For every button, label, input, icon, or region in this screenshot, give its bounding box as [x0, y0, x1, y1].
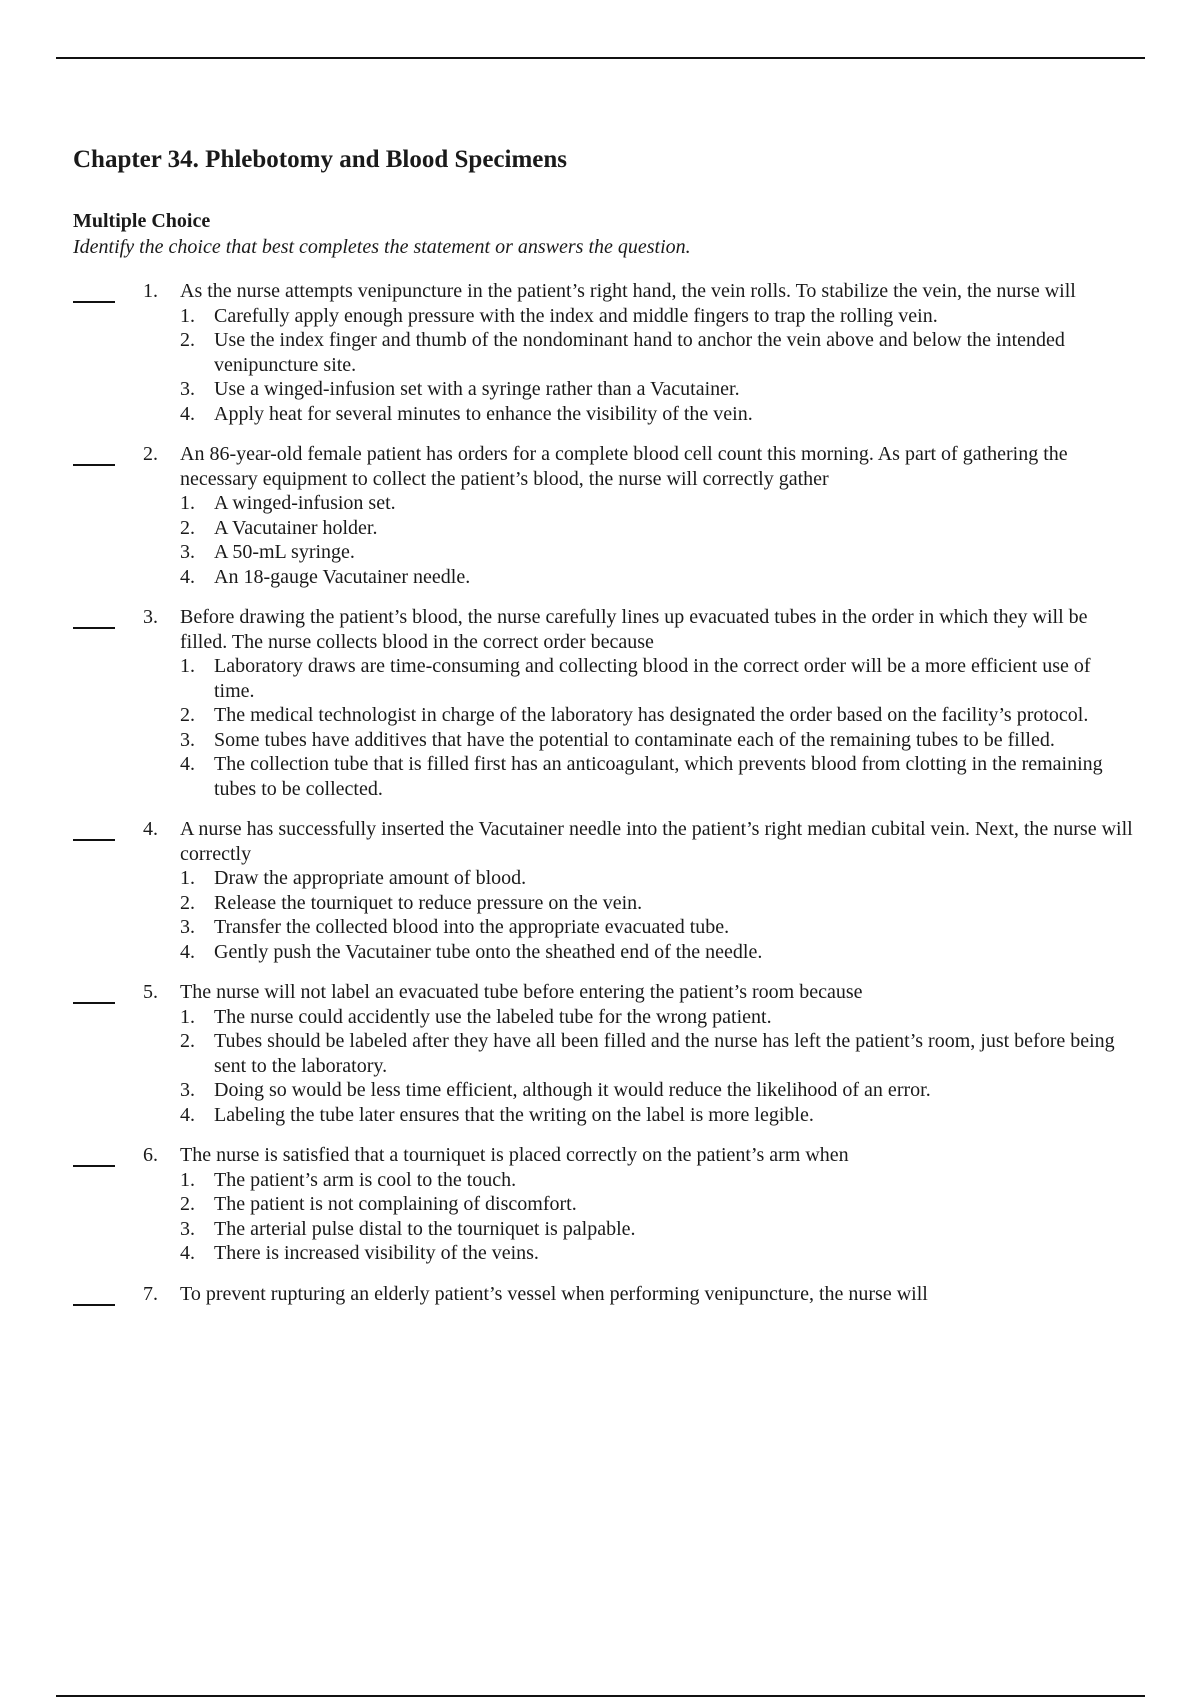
answer-blank [73, 1304, 115, 1306]
choice-text: Some tubes have additives that have the potential to contaminate each of the remaining tubes to be filled. [214, 728, 1055, 751]
choice [180, 1168, 1133, 1193]
choice [180, 1217, 1133, 1242]
choice [180, 703, 1133, 728]
choice-number: 4. [180, 1103, 195, 1126]
choice-number: 3. [180, 1079, 195, 1101]
choice-number: 4. [180, 940, 195, 963]
choice-text: There is increased visibility of the veins. [214, 1242, 539, 1264]
question-text: As the nurse attempts venipuncture in the patient’s right hand, the vein rolls. To stabilize the vein, the nurse will [180, 280, 1076, 302]
choice-text: Tubes should be labeled after they have all been filled and the nurse has left the patient’s room, just before being sent to the laboratory. [214, 1030, 1115, 1077]
choice-text: Labeling the tube later ensures that the writing on the label is more legible. [214, 1103, 814, 1126]
choice-number: 2. [180, 1193, 195, 1215]
choice [180, 1005, 1133, 1030]
choice-number: 2. [180, 516, 195, 539]
question [73, 605, 1133, 801]
choice [180, 1029, 1133, 1078]
choice-text: Use the index finger and thumb of the nondominant hand to anchor the vein above and below the intended venipuncture site. [214, 329, 1065, 376]
choice-text: Apply heat for several minutes to enhance the visibility of the vein. [214, 402, 753, 425]
choice-text: The nurse could accidently use the labeled tube for the wrong patient. [214, 1005, 772, 1028]
question [73, 1143, 1133, 1266]
bottom-rule [56, 1695, 1145, 1697]
choice-list [180, 491, 1133, 589]
document-body [73, 144, 1133, 1322]
choice-text: Release the tourniquet to reduce pressure on the vein. [214, 891, 643, 914]
question-number: 6. [143, 1144, 158, 1166]
instructions: Identify the choice that best completes the statement or answers the question. [73, 236, 691, 258]
choice-number: 1. [180, 867, 195, 889]
question-number: 4. [143, 818, 158, 840]
choice-number: 2. [180, 329, 195, 351]
choice-list [180, 866, 1133, 964]
choice [180, 1078, 1133, 1103]
choice-text: Doing so would be less time efficient, although it would reduce the likelihood of an error. [214, 1079, 931, 1101]
choice-number: 4. [180, 1242, 195, 1264]
choice-text: A winged-infusion set. [214, 492, 396, 514]
choice-text: A 50-mL syringe. [214, 541, 355, 563]
choice-list [180, 1168, 1133, 1266]
choice-number: 4. [180, 565, 195, 588]
question-text: An 86-year-old female patient has orders for a complete blood cell count this morning. As part of gathering the necessary equipment to collect the patient’s blood, the nurse will correctly gather [180, 443, 1068, 490]
choice [180, 516, 1133, 541]
choice-text: A Vacutainer holder. [214, 516, 378, 539]
choice [180, 940, 1133, 965]
choice [180, 1241, 1133, 1266]
choice-number: 1. [180, 1168, 195, 1191]
choice [180, 866, 1133, 891]
choice-text: The medical technologist in charge of the laboratory has designated the order based on the facility’s protocol. [214, 704, 1089, 726]
question [73, 817, 1133, 964]
choice-list [180, 304, 1133, 427]
choice [180, 377, 1133, 402]
question-text: The nurse will not label an evacuated tube before entering the patient’s room because [180, 981, 863, 1003]
choice-number: 1. [180, 304, 195, 327]
question-number: 2. [143, 443, 158, 465]
choice [180, 540, 1133, 565]
choice [180, 402, 1133, 427]
choice-number: 3. [180, 541, 195, 563]
choice-list [180, 1005, 1133, 1128]
question-number: 1. [143, 280, 158, 302]
question [73, 279, 1133, 426]
choice [180, 565, 1133, 590]
top-rule [56, 57, 1145, 59]
choice [180, 328, 1133, 377]
choice-number: 1. [180, 492, 195, 514]
answer-blank [73, 1165, 115, 1167]
choice-number: 2. [180, 1030, 195, 1052]
choice [180, 1103, 1133, 1128]
answer-blank [73, 464, 115, 466]
choice-text: The arterial pulse distal to the tourniquet is palpable. [214, 1217, 636, 1240]
choice-text: An 18-gauge Vacutainer needle. [214, 565, 471, 588]
choice [180, 752, 1133, 801]
choice-number: 1. [180, 1005, 195, 1028]
choice-text: Draw the appropriate amount of blood. [214, 867, 527, 889]
choice-text: The patient’s arm is cool to the touch. [214, 1168, 517, 1191]
question [73, 442, 1133, 589]
choice-number: 3. [180, 916, 195, 938]
choice [180, 491, 1133, 516]
choice [180, 1192, 1133, 1217]
choice-number: 2. [180, 891, 195, 914]
question-text: A nurse has successfully inserted the Vacutainer needle into the patient’s right median cubital vein. Next, the nurse will correctly [180, 818, 1133, 865]
choice-number: 4. [180, 402, 195, 425]
choice-text: The collection tube that is filled first has an anticoagulant, which prevents blood from clotting in the remaining tubes to be collected. [214, 753, 1103, 800]
choice-text: Gently push the Vacutainer tube onto the sheathed end of the needle. [214, 940, 763, 963]
question [73, 980, 1133, 1127]
choice-text: Laboratory draws are time-consuming and collecting blood in the correct order will be a more efficient use of time. [214, 655, 1091, 702]
question-text: To prevent rupturing an elderly patient’s vessel when performing venipuncture, the nurse will [180, 1282, 928, 1305]
question-number: 3. [143, 606, 158, 628]
choice-number: 2. [180, 704, 195, 726]
choice [180, 891, 1133, 916]
question-text: Before drawing the patient’s blood, the nurse carefully lines up evacuated tubes in the order in which they will be filled. The nurse collects blood in the correct order because [180, 606, 1088, 653]
answer-blank [73, 301, 115, 303]
choice-number: 3. [180, 378, 195, 400]
question [73, 1282, 1133, 1307]
choice-text: Transfer the collected blood into the appropriate evacuated tube. [214, 916, 730, 938]
section-heading: Multiple Choice [73, 210, 211, 232]
choice-number: 1. [180, 655, 195, 677]
choice-list [180, 654, 1133, 801]
answer-blank [73, 627, 115, 629]
question-number: 7. [143, 1282, 158, 1305]
choice-text: Use a winged-infusion set with a syringe rather than a Vacutainer. [214, 378, 740, 400]
chapter-title: Chapter 34. Phlebotomy and Blood Specimens [73, 146, 568, 173]
choice-number: 3. [180, 1217, 195, 1240]
answer-blank [73, 1002, 115, 1004]
choice [180, 654, 1133, 703]
choice-number: 4. [180, 753, 195, 775]
choice-text: Carefully apply enough pressure with the index and middle fingers to trap the rolling vein. [214, 304, 938, 327]
choice-number: 3. [180, 728, 195, 751]
choice [180, 728, 1133, 753]
answer-blank [73, 839, 115, 841]
question-text: The nurse is satisfied that a tourniquet is placed correctly on the patient’s arm when [180, 1144, 849, 1166]
question-number: 5. [143, 981, 158, 1003]
choice [180, 915, 1133, 940]
choice-text: The patient is not complaining of discomfort. [214, 1193, 577, 1215]
choice [180, 304, 1133, 329]
question-list [73, 279, 1133, 1306]
